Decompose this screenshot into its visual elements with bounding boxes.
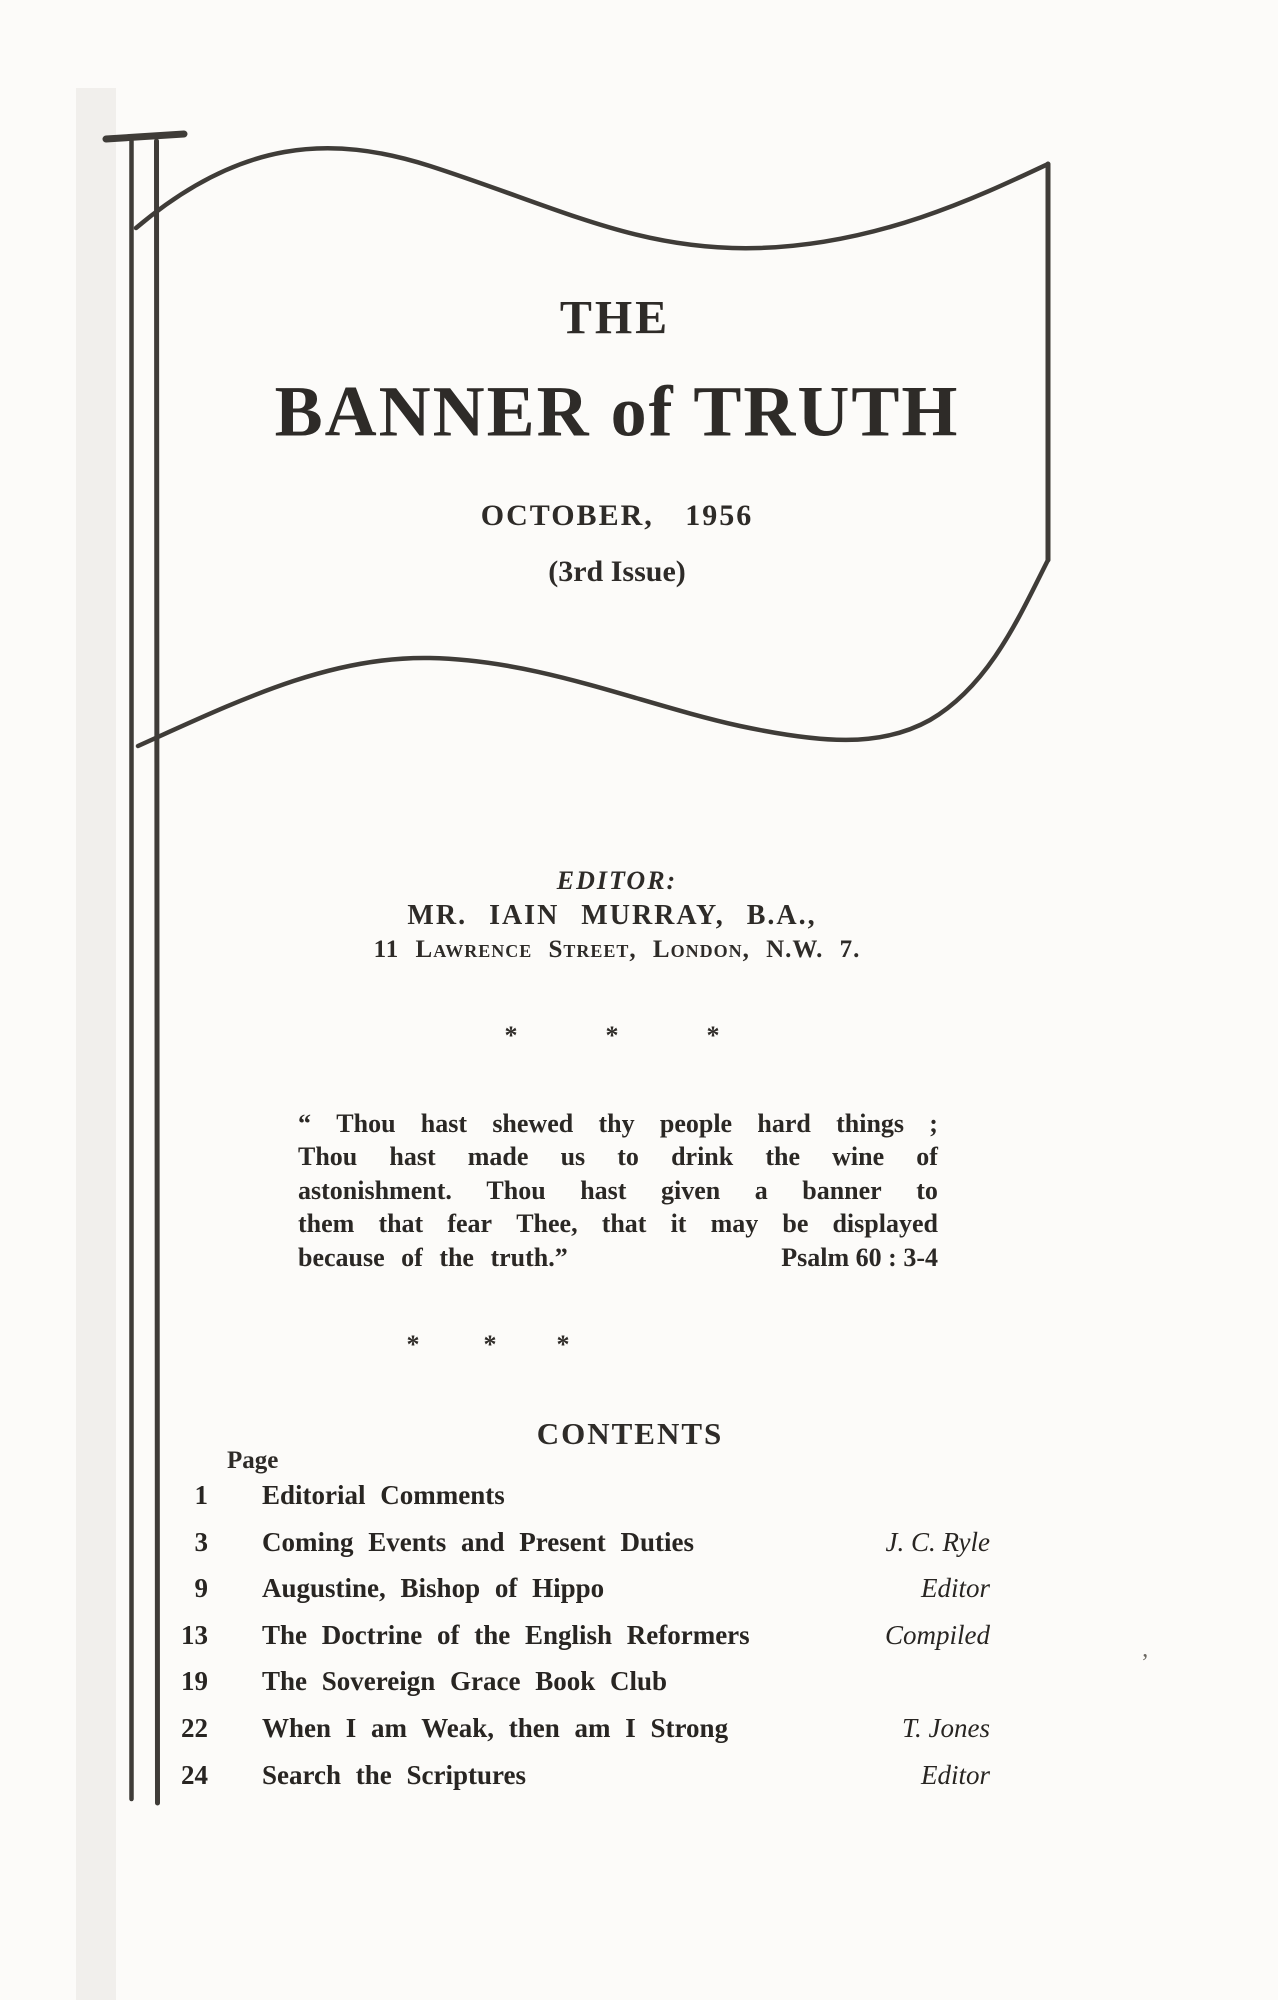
quote-word: displayed — [832, 1209, 938, 1239]
toc-title: The Sovereign Grace Book Club — [262, 1666, 668, 1697]
asterisk-glyph: * — [605, 1021, 619, 1050]
quote-word: hard — [757, 1109, 811, 1138]
quote-word: the — [765, 1142, 801, 1172]
toc-row — [0, 1527, 1278, 1574]
quote-word: Thou — [486, 1175, 546, 1205]
editor-name: MR. IAIN MURRAY, B.A., — [407, 900, 817, 931]
asterisk-glyph: * — [556, 1330, 570, 1359]
masthead-line1: THE — [559, 291, 671, 345]
toc-title: The Doctrine of the English Reformers — [262, 1619, 750, 1650]
quote-reference: Psalm 60 : 3-4 — [781, 1242, 938, 1272]
contents-heading: CONTENTS — [536, 1416, 724, 1451]
toc-row — [0, 1713, 1278, 1760]
quote-word: to — [916, 1175, 938, 1205]
toc-title: Coming Events and Present Duties — [262, 1526, 695, 1557]
quote-word: us — [560, 1142, 586, 1172]
toc-page-number: 13 — [181, 1619, 208, 1650]
toc-title: When I am Weak, then am I Strong — [262, 1712, 729, 1743]
toc-row — [0, 1620, 1278, 1667]
quote-word: hast — [389, 1142, 436, 1172]
quote-word: be — [782, 1209, 809, 1239]
quote-line-4 — [298, 1209, 938, 1242]
toc-row — [0, 1573, 1278, 1620]
quote-line-3 — [298, 1176, 938, 1209]
asterisk-glyph: * — [706, 1021, 720, 1050]
masthead-title: BANNER of TRUTH — [274, 371, 960, 452]
quote-word: things — [836, 1109, 905, 1138]
issue-date: OCTOBER, 1956 — [480, 499, 754, 532]
quote-word: ; — [929, 1109, 938, 1138]
flag-top-edge — [136, 148, 1048, 248]
asterisk-glyph: * — [406, 1330, 420, 1359]
quote-word: may — [710, 1209, 759, 1239]
toc-title: Editorial Comments — [262, 1480, 505, 1510]
quote-word: of — [916, 1142, 938, 1172]
page-column-label: Page — [227, 1447, 279, 1474]
toc-page-number: 19 — [181, 1666, 208, 1697]
asterisk-glyph: * — [483, 1330, 497, 1359]
quote-word: to — [617, 1142, 639, 1172]
pole-crossbar-icon — [106, 134, 184, 139]
issue-number: (3rd Issue) — [548, 555, 686, 588]
toc-row — [0, 1760, 1278, 1807]
quote-word: shewed — [492, 1109, 574, 1138]
table-of-contents — [0, 1480, 1278, 1806]
quote-word: Thou — [336, 1109, 396, 1138]
asterisk-glyph: * — [504, 1021, 518, 1050]
scripture-quote — [298, 1109, 938, 1276]
quote-closing-text: because of the truth.” — [298, 1242, 568, 1272]
quote-word: hast — [580, 1175, 627, 1205]
quote-last-line — [298, 1243, 938, 1276]
scan-artifact-mark: ’ — [1141, 1650, 1149, 1676]
quote-word: hast — [420, 1109, 468, 1138]
quote-word: drink — [671, 1142, 734, 1172]
toc-page-number: 1 — [194, 1480, 208, 1510]
quote-word: a — [754, 1175, 768, 1205]
editor-address: 11 Lawrence Street, London, N.W. 7. — [373, 936, 861, 963]
quote-line-1 — [298, 1109, 938, 1142]
toc-row — [0, 1666, 1278, 1713]
quote-word: Thou — [298, 1142, 358, 1172]
quote-word: “ — [298, 1109, 311, 1138]
quote-word: astonishment. — [298, 1175, 452, 1205]
quote-word: fear — [447, 1209, 493, 1239]
quote-word: them — [298, 1209, 355, 1239]
quote-word: it — [670, 1209, 687, 1239]
quote-line-2 — [298, 1142, 938, 1175]
toc-author: Editor — [920, 1759, 990, 1790]
toc-page-number: 24 — [181, 1759, 208, 1790]
toc-page-number: 3 — [194, 1526, 208, 1557]
toc-title: Augustine, Bishop of Hippo — [262, 1573, 605, 1604]
quote-word: people — [659, 1109, 733, 1138]
toc-author: Compiled — [885, 1619, 990, 1650]
editor-heading: EDITOR: — [556, 866, 678, 895]
toc-row — [0, 1480, 1278, 1527]
toc-author: T. Jones — [902, 1712, 990, 1743]
toc-title: Search the Scriptures — [262, 1759, 526, 1790]
quote-word: that — [601, 1209, 647, 1239]
toc-author: J. C. Ryle — [885, 1526, 990, 1557]
toc-author: Editor — [920, 1573, 990, 1604]
quote-word: made — [467, 1142, 529, 1172]
quote-word: Thee, — [516, 1209, 578, 1239]
quote-word: that — [378, 1209, 424, 1239]
quote-word: thy — [598, 1109, 635, 1138]
quote-word: wine — [832, 1142, 885, 1172]
toc-page-number: 22 — [181, 1712, 208, 1743]
quote-word: banner — [802, 1175, 882, 1205]
toc-page-number: 9 — [194, 1573, 208, 1604]
quote-word: given — [660, 1175, 721, 1205]
